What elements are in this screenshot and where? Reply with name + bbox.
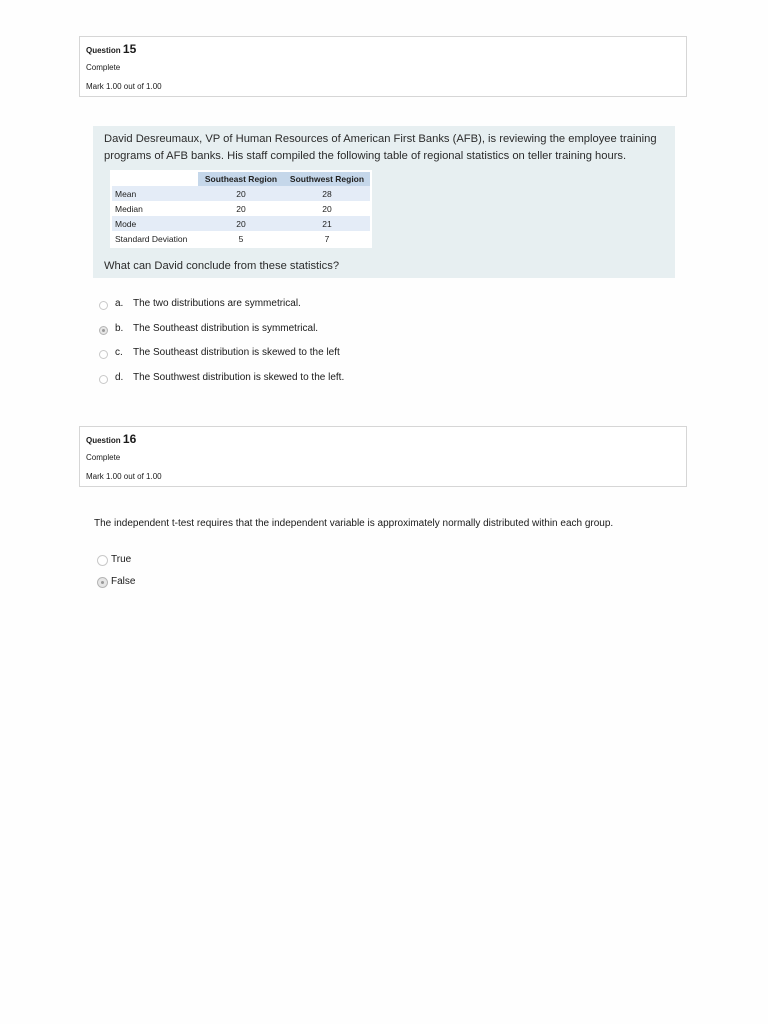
table-cell: 20 [322, 203, 332, 214]
statistics-table [110, 170, 372, 248]
question-number [86, 42, 136, 56]
radio-button[interactable] [99, 350, 108, 359]
option-letter: a. [115, 298, 124, 309]
question-state: Complete [86, 63, 121, 72]
question-16-info [79, 426, 687, 487]
question-number-value: 16 [122, 432, 137, 446]
radio-button[interactable] [99, 301, 108, 310]
answer-option-d[interactable] [99, 372, 539, 388]
table-cell: Median [115, 203, 143, 214]
table-cell: Standard Deviation [115, 233, 188, 244]
answer-option-c[interactable] [99, 347, 539, 363]
table-row [111, 201, 371, 216]
table-row [111, 186, 371, 201]
radio-button-selected[interactable] [99, 326, 108, 335]
option-text: True [111, 554, 132, 565]
option-text: The Southeast distribution is skewed to the left [133, 347, 340, 358]
table-cell: 21 [284, 216, 371, 231]
question-state: Complete [86, 453, 121, 462]
table-header-cell: Southeast Region [198, 171, 284, 186]
table-cell: Mode [111, 216, 198, 231]
table-cell: 5 [238, 233, 244, 244]
table-header-cell [111, 171, 198, 186]
answer-option-b[interactable] [99, 323, 539, 339]
question-15-text [93, 126, 675, 278]
question-prompt: What can David conclude from these statistics? [104, 260, 340, 272]
radio-button[interactable] [97, 555, 108, 566]
option-text: False [111, 576, 136, 587]
option-text: The Southwest distribution is skewed to the left. [133, 372, 345, 383]
question-label: Question [86, 46, 121, 55]
question-grade: Mark 1.00 out of 1.00 [86, 472, 162, 481]
table-row [111, 216, 371, 231]
question-number-value: 15 [122, 42, 137, 56]
table-row [111, 231, 371, 247]
table-cell: 20 [236, 203, 246, 214]
question-16-text: The independent t-test requires that the independent variable is approximately normally distributed within each group. [94, 518, 614, 529]
option-text: The Southeast distribution is symmetrical. [133, 323, 319, 334]
question-paragraph: David Desreumaux, VP of Human Resources of American First Banks (AFB), is reviewing the employee training programs of AFB banks. His staff compiled the following table of regional statistics on teller training hours. [104, 133, 657, 162]
option-letter: d. [115, 372, 124, 383]
question-label: Question [86, 436, 121, 445]
answer-option-a[interactable] [99, 298, 539, 314]
table-cell: Mean [111, 186, 198, 201]
option-letter: b. [115, 323, 124, 334]
table-cell: 28 [284, 186, 371, 201]
table-cell: 20 [198, 216, 284, 231]
option-letter: c. [115, 347, 123, 358]
question-15-info [79, 36, 687, 97]
table-header-cell: Southwest Region [284, 171, 371, 186]
question-grade: Mark 1.00 out of 1.00 [86, 82, 162, 91]
radio-button[interactable] [99, 375, 108, 384]
table-cell: 20 [198, 186, 284, 201]
table-cell: 7 [324, 233, 330, 244]
question-number [86, 432, 136, 446]
table-header-row [111, 171, 371, 186]
radio-button-selected[interactable] [97, 577, 108, 588]
option-text: The two distributions are symmetrical. [133, 298, 301, 309]
